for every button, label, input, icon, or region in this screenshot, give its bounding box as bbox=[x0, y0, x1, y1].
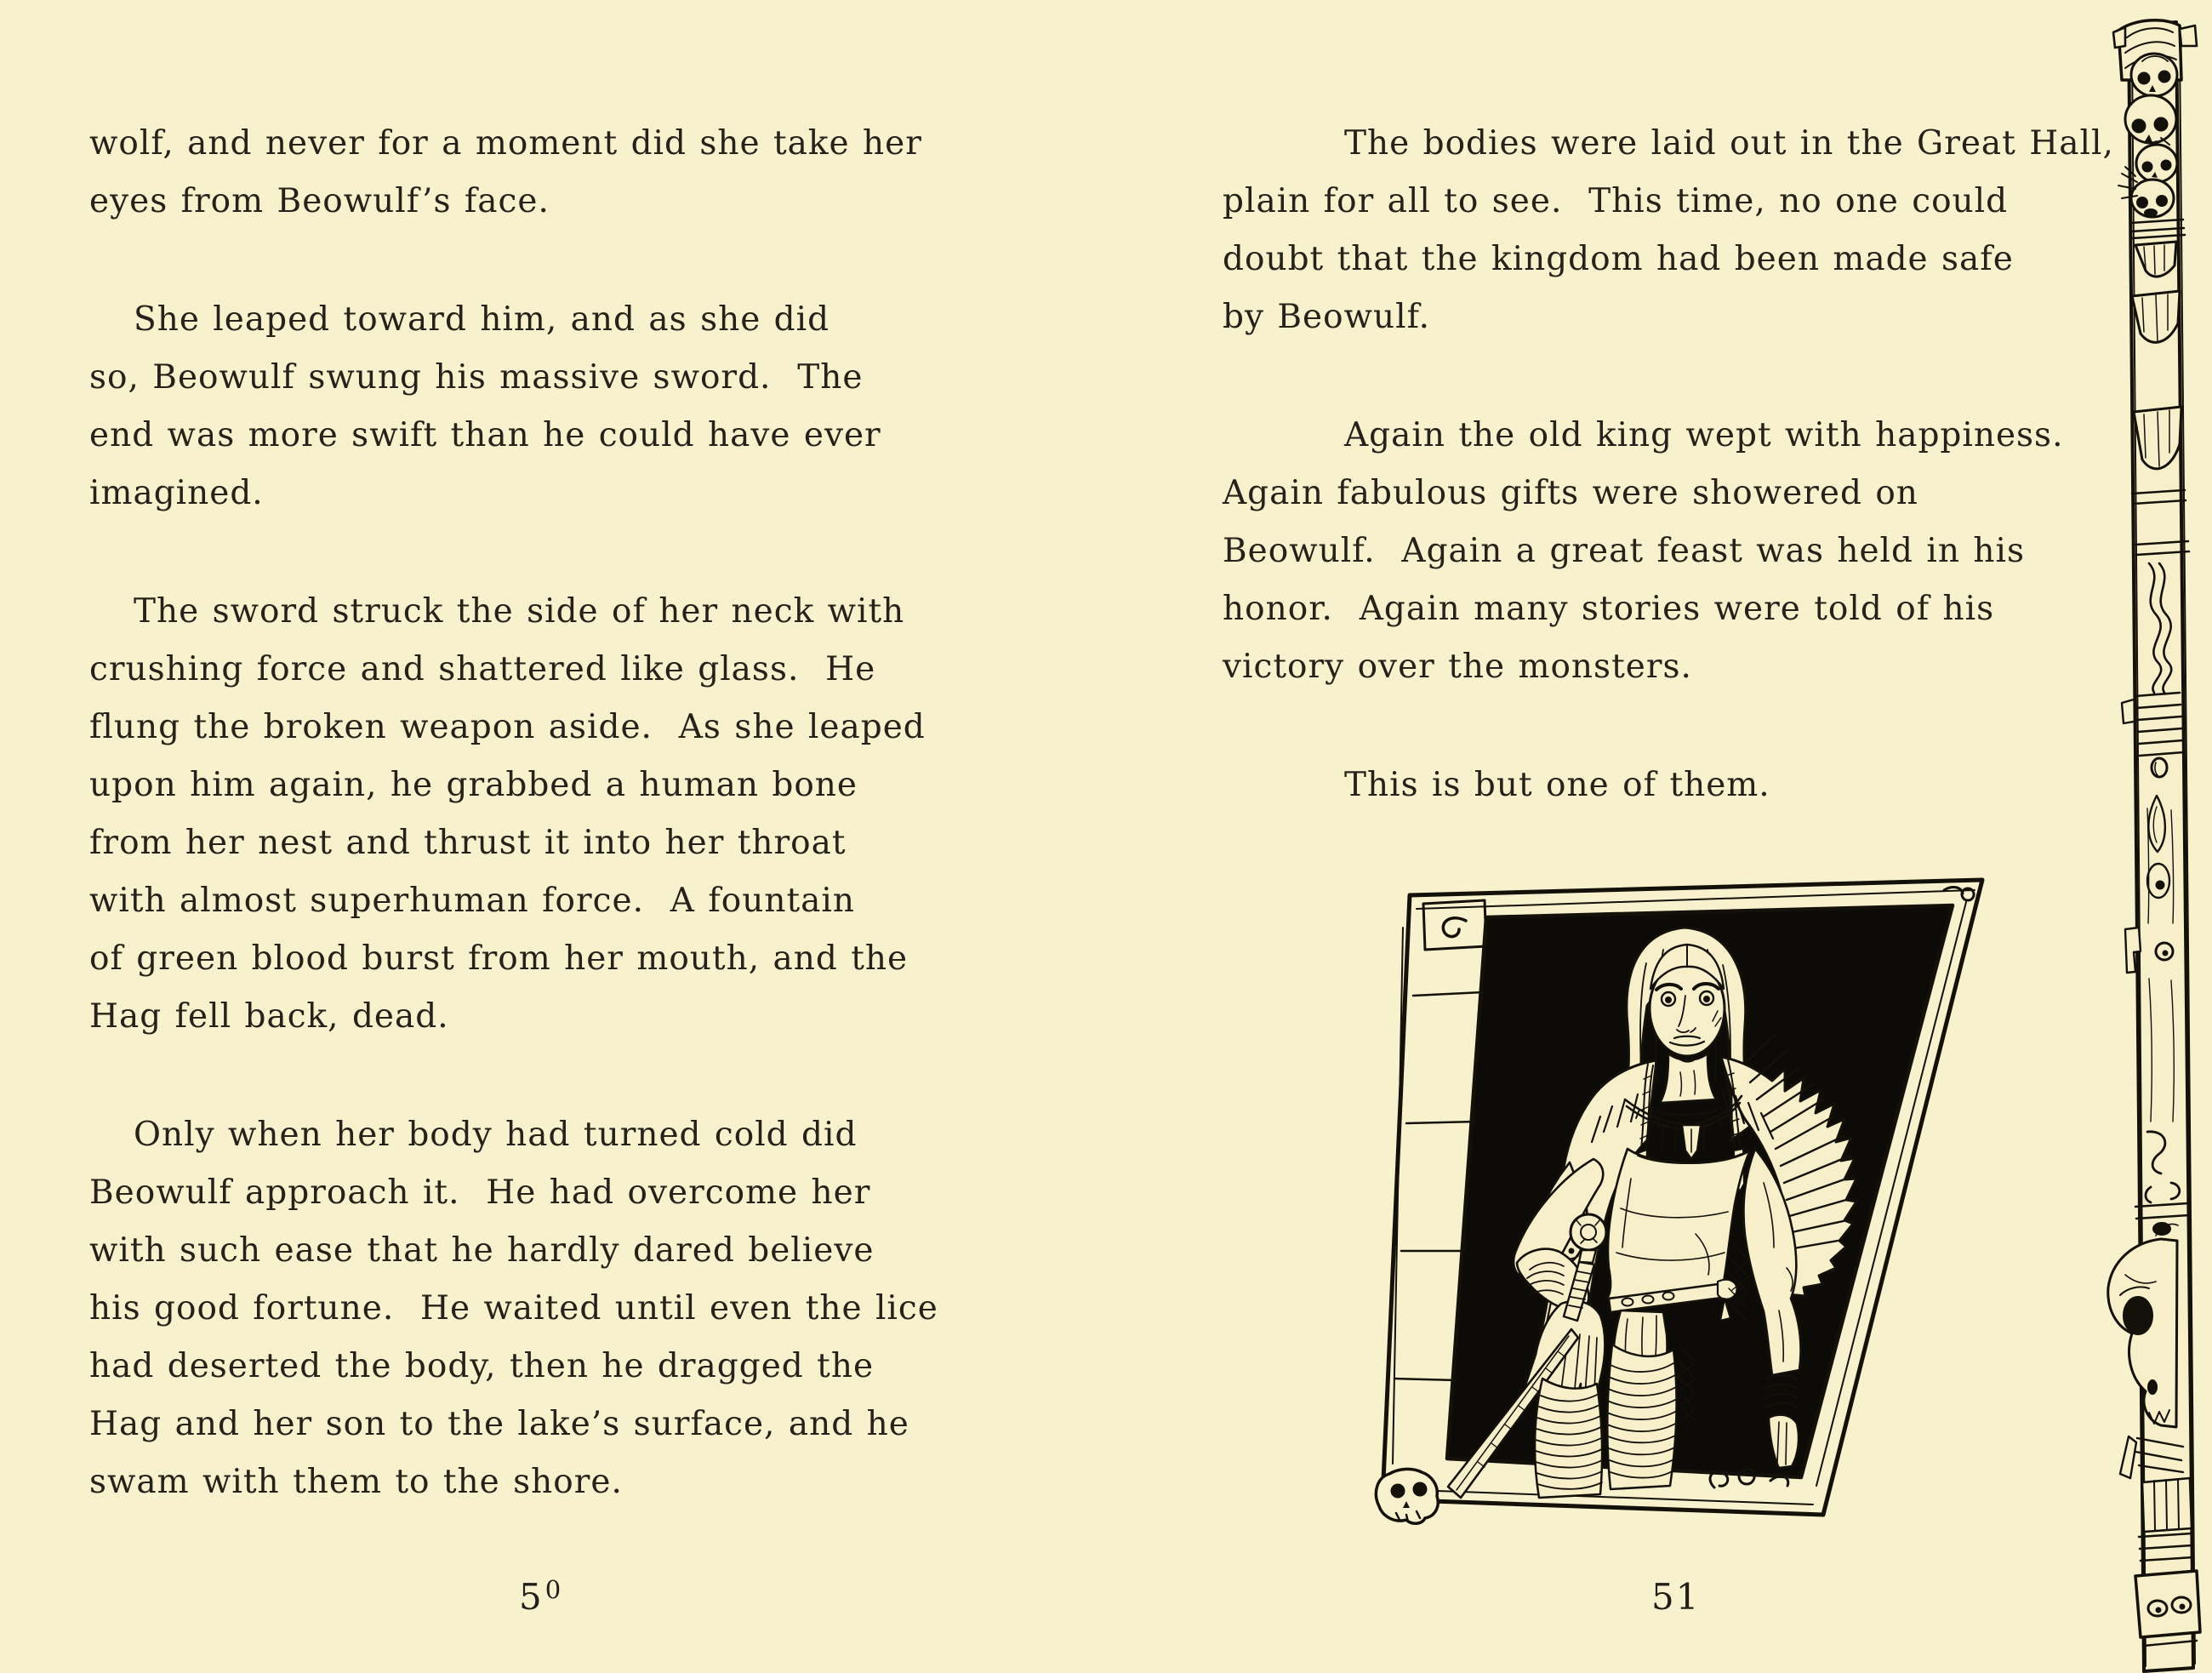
paragraph bbox=[89, 115, 938, 231]
paragraph bbox=[89, 583, 938, 1046]
text-line: by Beowulf. bbox=[1223, 298, 1431, 336]
paragraph bbox=[89, 291, 938, 522]
frame-skull-icon bbox=[1376, 1469, 1438, 1523]
text-line: Hag fell back, dead. bbox=[89, 997, 449, 1036]
text-line: Again the old king wept with happiness. bbox=[1344, 416, 2064, 454]
paragraph bbox=[1223, 115, 2114, 346]
paragraph bbox=[1223, 757, 2114, 814]
trouser-leg bbox=[1607, 1345, 1677, 1489]
skull-icon bbox=[2131, 54, 2177, 96]
text-line: Hag and her son to the lake’s surface, and he bbox=[89, 1405, 909, 1443]
page-right-text bbox=[1223, 115, 2114, 814]
text-line: had deserted the body, then he dragged the bbox=[89, 1347, 875, 1385]
trouser-leg bbox=[1535, 1379, 1602, 1498]
paragraph bbox=[1223, 407, 2114, 696]
beowulf-portrait-illustration bbox=[1357, 868, 1995, 1540]
text-line: from her nest and thrust it into her throat bbox=[89, 824, 847, 862]
text-line: upon him again, he grabbed a human bone bbox=[89, 766, 858, 804]
skull-staff-margin-art bbox=[2076, 0, 2212, 1673]
text-line: so, Beowulf swung his massive sword. The bbox=[89, 358, 864, 397]
text-line: Beowulf approach it. He had overcome her bbox=[89, 1173, 871, 1212]
paragraph bbox=[89, 1106, 938, 1511]
text-line: She leaped toward him, and as she did bbox=[134, 300, 830, 339]
skull-icon bbox=[2131, 180, 2174, 217]
text-line: eyes from Beowulf’s face. bbox=[89, 182, 550, 220]
text-line: plain for all to see. This time, no one could bbox=[1223, 182, 2009, 220]
text-line: end was more swift than he could have ever bbox=[89, 416, 881, 454]
text-line: his good fortune. He waited until even the lice bbox=[89, 1289, 938, 1328]
skull-icon bbox=[2136, 145, 2177, 182]
text-line: crushing force and shattered like glass. He bbox=[89, 650, 876, 688]
text-line: Again fabulous gifts were showered on bbox=[1223, 474, 1918, 512]
text-line: swam with them to the shore. bbox=[89, 1463, 623, 1501]
folio-digit: 1 bbox=[1675, 1576, 1701, 1618]
text-line: Only when her body had turned cold did bbox=[134, 1116, 858, 1154]
page-number-right bbox=[1651, 1576, 1700, 1618]
text-line: victory over the monsters. bbox=[1223, 648, 1692, 686]
text-line: wolf, and never for a moment did she take her bbox=[89, 124, 922, 163]
text-line: doubt that the kingdom had been made safe bbox=[1223, 240, 2014, 278]
text-line: This is but one of them. bbox=[1344, 766, 1770, 804]
text-line: flung the broken weapon aside. As she leaped bbox=[89, 708, 926, 746]
text-line: The bodies were laid out in the Great Hall, bbox=[1344, 124, 2114, 163]
text-line: Beowulf. Again a great feast was held in his bbox=[1223, 532, 2025, 570]
folio-digit: 5 bbox=[519, 1576, 544, 1618]
animal-skull-icon bbox=[2108, 1225, 2178, 1428]
text-line: with such ease that he hardly dared believe bbox=[89, 1231, 875, 1270]
text-line: with almost superhuman force. A fountain bbox=[89, 882, 856, 920]
folio-digit: 0 bbox=[544, 1575, 563, 1604]
text-line: honor. Again many stories were told of his bbox=[1223, 590, 1995, 628]
page-number-left bbox=[519, 1576, 561, 1618]
page-left-text bbox=[89, 115, 938, 1511]
text-line: The sword struck the side of her neck with bbox=[134, 592, 905, 631]
text-line: imagined. bbox=[89, 474, 264, 512]
text-line: of green blood burst from her mouth, and the bbox=[89, 939, 909, 978]
folio-digit: 5 bbox=[1651, 1576, 1676, 1618]
